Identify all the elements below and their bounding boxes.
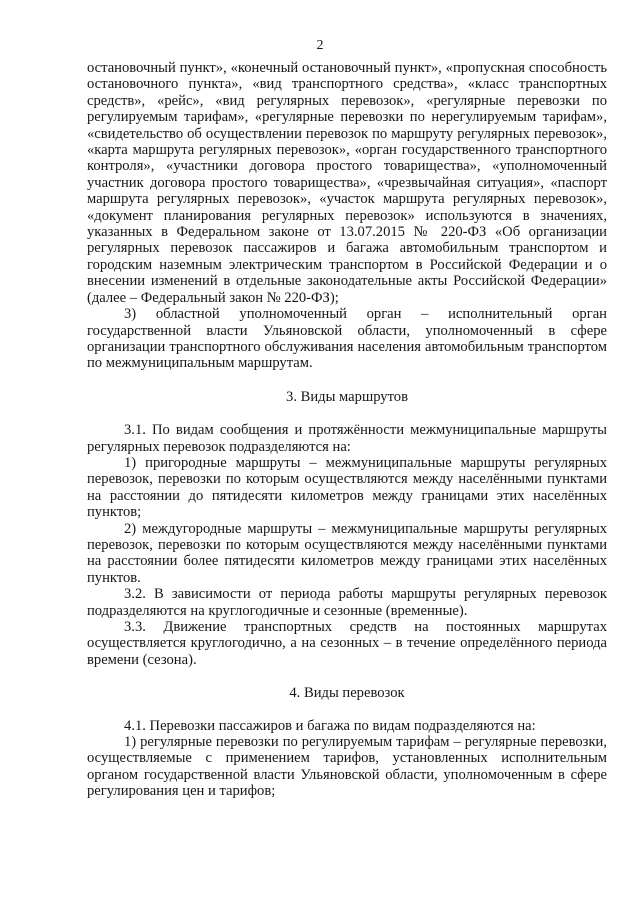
section-4-paragraph-1: 4.1. Перевозки пассажиров и багажа по видам подразделяются на: — [124, 717, 536, 734]
page-number: 2 — [316, 38, 324, 53]
section-3-paragraph-1: 3.1. По видам сообщения и протяжённости межмуниципальные маршруты регулярных перевозок подразделяются на: — [87, 422, 607, 455]
section-3-paragraph-3: 2) междугородные маршруты – межмуниципальные маршруты регулярных перевозок, перевозки по которым осуществляются между населёнными пунктами на расстоянии более пятидесяти километров между границами этих населённых пунктов. — [87, 520, 607, 586]
document-body — [87, 60, 607, 800]
section-4-heading: 4. Виды перевозок — [289, 685, 405, 702]
definition-item-3: 3) областной уполномоченный орган – исполнительный орган государственной власти Ульяновской области, уполномоченный в сфере организации транспортного обслуживания населения автомобильным транспортом по межмуниципальным маршрутам. — [87, 306, 607, 372]
section-3-paragraph-5: 3.3. Движение транспортных средств на постоянных маршрутах осуществляется круглогодично, а на сезонных – в течение определённого периода времени (сезона). — [87, 619, 607, 668]
section-3-paragraph-2: 1) пригородные маршруты – межмуниципальные маршруты регулярных перевозок, перевозки по которым осуществляются между населёнными пунктами на расстоянии до пятидесяти километров между границами этих населённых пунктов; — [87, 454, 607, 521]
definitions-paragraph: остановочный пункт», «конечный остановочный пункт», «пропускная способность остановочного пункта», «вид транспортного средства», «класс транспортных средств», «рейс», «вид регулярных перевозок», «регулярные перевозки по регулируемым тарифам», «регулярные перевозки по нерегулируемым тарифам», «свидетельство об осуществлении перевозок по маршруту регулярных перевозок», «карта маршрута регулярных перевозок», «орган государственного транспортного контроля», «участники договора простого товарищества», «уполномоченный участник договора простого товарищества», «чрезвычайная ситуация», «паспорт маршрута регулярных перевозок», «участок маршрута регулярных перевозок», «документ планирования регулярных перевозок» используются в значениях, указанных в Федеральном законе от 13.07.2015 № 220-ФЗ «Об организации регулярных перевозок пассажиров и багажа автомобильным транспортом и городским наземным электрическим транспортом в Российской Федерации и о внесении изменений в отдельные законодательные акты Российской Федерации» (далее – Федеральный закон № 220-ФЗ); — [87, 60, 607, 306]
section-4-paragraph-2: 1) регулярные перевозки по регулируемым тарифам – регулярные перевозки, осуществляемые с применением тарифов, установленных исполнительным органом государственной власти Ульяновской области, уполномоченным в сфере регулирования цен и тарифов; — [87, 734, 607, 800]
section-3-paragraph-4: 3.2. В зависимости от периода работы маршруты регулярных перевозок подразделяются на круглогодичные и сезонные (временные). — [87, 586, 607, 619]
section-3-heading: 3. Виды маршрутов — [286, 388, 408, 405]
